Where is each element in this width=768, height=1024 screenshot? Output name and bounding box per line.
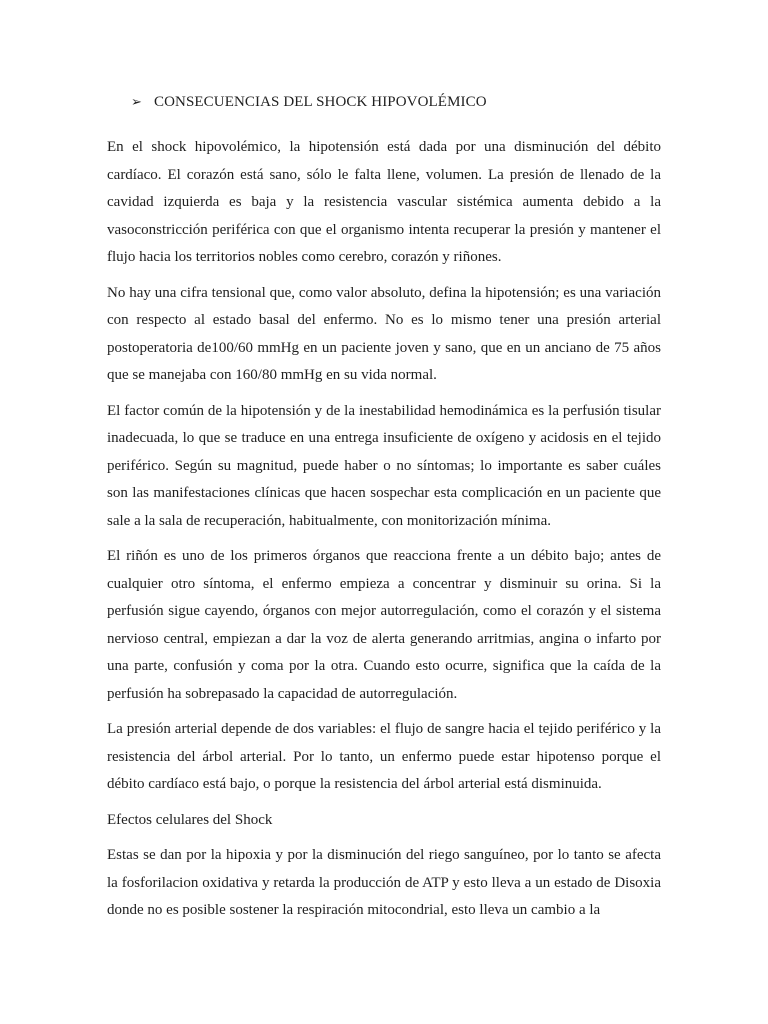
section-heading-text: CONSECUENCIAS DEL SHOCK HIPOVOLÉMICO	[154, 94, 487, 110]
paragraph-final: Estas se dan por la hipoxia y por la disminución del riego sanguíneo, por lo tanto se afecta la fosforilacion oxidativa y retarda la producción de ATP y esto lleva a un estado de Disoxia donde no es posible sostener la respiración mitocondrial, esto lleva un cambio a la	[107, 847, 661, 918]
paragraph-2: No hay una cifra tensional que, como valor absoluto, defina la hipotensión; es una variación con respecto al estado basal del enfermo. No es lo mismo tener una presión arterial postoperatoria de100/60 mmHg en un paciente joven y sano, que en un anciano de 75 años que se manejaba con 160/80 mmHg en su vida normal.	[107, 284, 661, 383]
paragraph-3: El factor común de la hipotensión y de la inestabilidad hemodinámica es la perfusión tisular inadecuada, lo que se traduce en una entrega insuficiente de oxígeno y acidosis en el tejido periférico. Según su magnitud, puede haber o no síntomas; lo importante es saber cuáles son las manifestaciones clínicas que hacen sospechar esta complicación en un paciente que sale a la sala de recuperación, habitualmente, con monitorización mínima.	[107, 402, 661, 529]
arrow-bullet-icon: ➢	[131, 94, 142, 109]
paragraph-5: La presión arterial depende de dos variables: el flujo de sangre hacia el tejido periférico y la resistencia del árbol arterial. Por lo tanto, un enfermo puede estar hipotenso porque el débito cardíaco está bajo, o porque la resistencia del árbol arterial está disminuida.	[107, 721, 661, 792]
paragraph-4: El riñón es uno de los primeros órganos que reacciona frente a un débito bajo; antes de cualquier otro síntoma, el enfermo empieza a concentrar y disminuir su orina. Si la perfusión sigue cayendo, órganos con mejor autorregulación, como el corazón y el sistema nervioso central, empiezan a dar la voz de alerta generando arritmias, angina o infarto por una parte, confusión y coma por la otra. Cuando esto ocurre, significa que la caída de la perfusión ha sobrepasado la capacidad de autorregulación.	[107, 548, 661, 702]
paragraph-1: En el shock hipovolémico, la hipotensión está dada por una disminución del débito cardíaco. El corazón está sano, sólo le falta llene, volumen. La presión de llenado de la cavidad izquierda es baja y la resistencia vascular sistémica aumenta debido a la vasoconstricción periférica con que el organismo intenta recuperar la presión y mantener el flujo hacia los territorios nobles como cerebro, corazón y riñones.	[107, 139, 661, 265]
subheading: Efectos celulares del Shock	[107, 811, 273, 828]
section-heading	[131, 88, 661, 116]
